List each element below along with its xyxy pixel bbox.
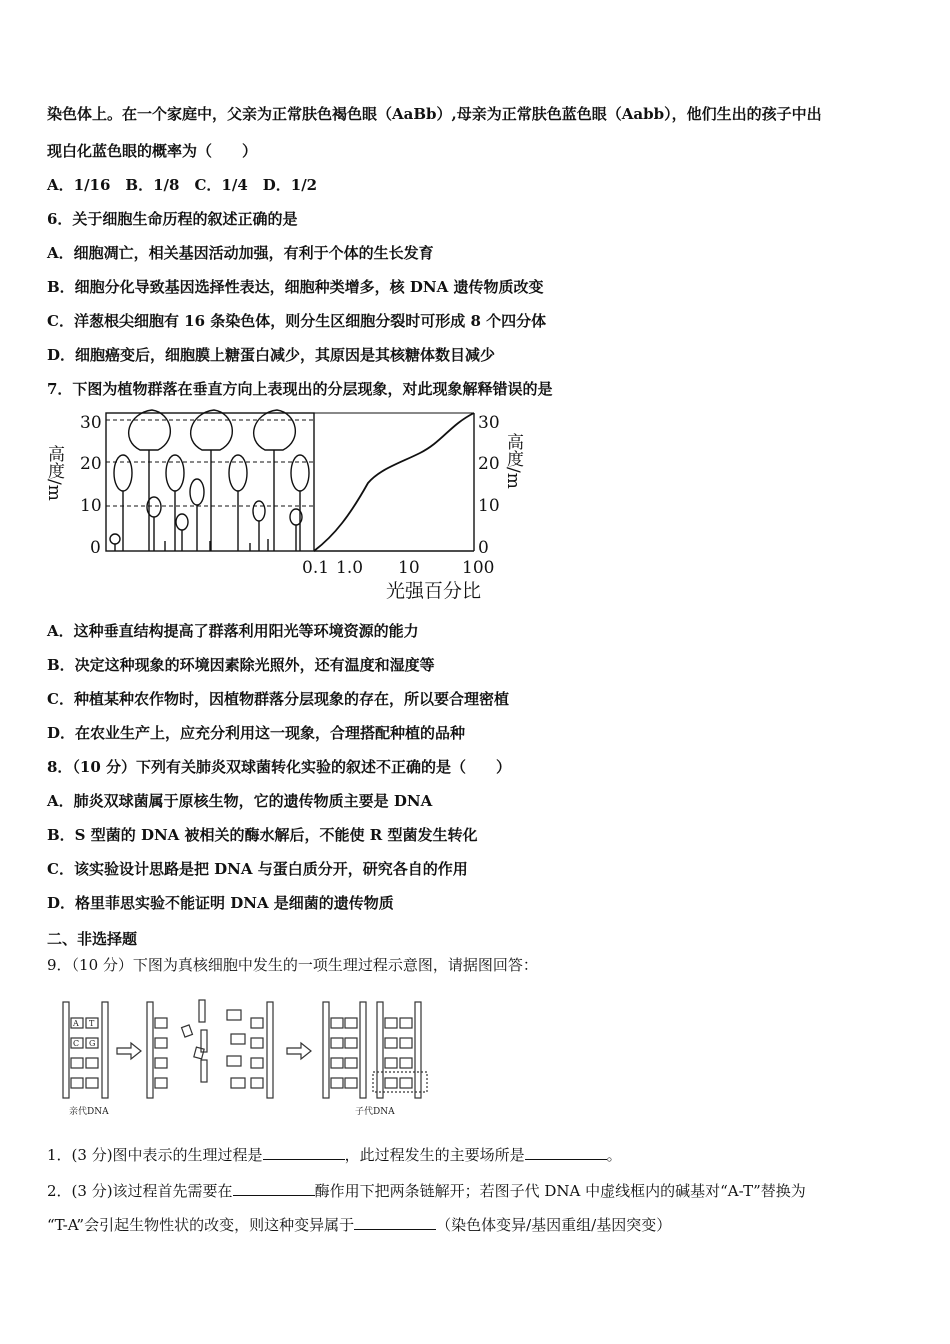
answer-blank-2[interactable] bbox=[525, 1147, 607, 1160]
fig1-rtick-0: 0 bbox=[478, 538, 489, 558]
base-c: C bbox=[73, 1039, 80, 1048]
dna-replication-figure bbox=[55, 990, 440, 1120]
q9-part2-c: “T-A”会引起生物性状的改变，则这种变异属于 bbox=[47, 1216, 355, 1234]
answer-blank-3[interactable] bbox=[233, 1183, 315, 1196]
q6-option-c: C．洋葱根尖细胞有 16 条染色体，则分生区细胞分裂时可形成 8 个四分体 bbox=[47, 312, 547, 330]
q9-stem: 9．（10 分）下图为真核细胞中发生的一项生理过程示意图，请据图回答： bbox=[47, 956, 538, 974]
fig1-xtick-1-0: 1.0 bbox=[336, 558, 364, 578]
q7-stem: 7．下图为植物群落在垂直方向上表现出的分层现象，对此现象解释错误的是 bbox=[47, 380, 553, 398]
fig1-xtick-0-1: 0.1 bbox=[302, 558, 330, 578]
q6-option-b: B．细胞分化导致基因选择性表达，细胞种类增多，核 DNA 遗传物质改变 bbox=[47, 278, 544, 296]
answer-blank-4[interactable] bbox=[354, 1217, 436, 1230]
fig1-xtick-10: 10 bbox=[398, 558, 420, 578]
q8-option-a: A．肺炎双球菌属于原核生物，它的遗传物质主要是 DNA bbox=[47, 792, 433, 810]
fig1-x-label: 光强百分比 bbox=[386, 580, 482, 602]
fig1-tick-20: 20 bbox=[80, 454, 102, 474]
q9-part1-a: 1．(3 分)图中表示的生理过程是 bbox=[47, 1146, 263, 1164]
q5-options: A．1/16 B．1/8 C．1/4 D．1/2 bbox=[47, 176, 318, 194]
fig1-rtick-30: 30 bbox=[478, 413, 500, 433]
plant-layer-figure bbox=[44, 405, 530, 605]
answer-blank-1[interactable] bbox=[263, 1147, 345, 1160]
fig1-y-label-left: 高度/m bbox=[44, 445, 64, 501]
fig1-xtick-100: 100 bbox=[462, 558, 495, 578]
q7-option-b: B．决定这种现象的环境因素除光照外，还有温度和湿度等 bbox=[47, 656, 435, 674]
section-heading: 二、非选择题 bbox=[47, 930, 138, 948]
line-1: 染色体上。在一个家庭中，父亲为正常肤色褐色眼（AaBb）,母亲为正常肤色蓝色眼（Aabb），他们生出的孩子中出 bbox=[47, 105, 822, 123]
base-t: T bbox=[89, 1019, 95, 1028]
base-g: G bbox=[89, 1039, 96, 1048]
q9-part2-a: 2．(3 分)该过程首先需要在 bbox=[47, 1182, 233, 1200]
q8-option-d: D．格里菲思实验不能证明 DNA 是细菌的遗传物质 bbox=[47, 894, 394, 912]
q7-option-c: C．种植某种农作物时，因植物群落分层现象的存在，所以要合理密植 bbox=[47, 690, 509, 708]
fig1-y-label-right: 高度/m bbox=[503, 433, 523, 489]
fig1-tick-10: 10 bbox=[80, 496, 102, 516]
line-2: 现白化蓝色眼的概率为（ ） bbox=[47, 142, 258, 160]
q6-stem: 6．关于细胞生命历程的叙述正确的是 bbox=[47, 210, 298, 228]
base-a: A bbox=[73, 1019, 79, 1028]
parent-dna-label: 亲代DNA bbox=[69, 1107, 109, 1117]
fig1-tick-0: 0 bbox=[90, 538, 101, 558]
q9-part2-b: 酶作用下把两条链解开；若图子代 DNA 中虚线框内的碱基对“A-T”替换为 bbox=[314, 1182, 806, 1200]
fig1-rtick-10: 10 bbox=[478, 496, 500, 516]
fig1-tick-30: 30 bbox=[80, 413, 102, 433]
q6-option-d: D．细胞癌变后，细胞膜上糖蛋白减少，其原因是其核糖体数目减少 bbox=[47, 346, 496, 364]
q9-part1-c: 。 bbox=[606, 1146, 622, 1164]
q8-stem: 8．（10 分）下列有关肺炎双球菌转化实验的叙述不正确的是（ ） bbox=[47, 758, 512, 776]
q9-part2 bbox=[47, 1180, 806, 1201]
child-dna-label: 子代DNA bbox=[355, 1107, 395, 1117]
q7-option-a: A．这种垂直结构提高了群落利用阳光等环境资源的能力 bbox=[47, 622, 419, 640]
q9-part1-b: ，此过程发生的主要场所是 bbox=[344, 1146, 525, 1164]
q9-part1 bbox=[47, 1144, 622, 1165]
q6-option-a: A．细胞凋亡，相关基因活动加强，有利于个体的生长发育 bbox=[47, 244, 434, 262]
q9-part2-d: （染色体变异/基因重组/基因突变） bbox=[436, 1216, 672, 1234]
fig1-rtick-20: 20 bbox=[478, 454, 500, 474]
q8-option-b: B．S 型菌的 DNA 被相关的酶水解后，不能使 R 型菌发生转化 bbox=[47, 826, 478, 844]
q8-option-c: C．该实验设计思路是把 DNA 与蛋白质分开，研究各自的作用 bbox=[47, 860, 468, 878]
q7-option-d: D．在农业生产上，应充分利用这一现象，合理搭配种植的品种 bbox=[47, 724, 466, 742]
q9-part2-cont bbox=[47, 1214, 671, 1235]
